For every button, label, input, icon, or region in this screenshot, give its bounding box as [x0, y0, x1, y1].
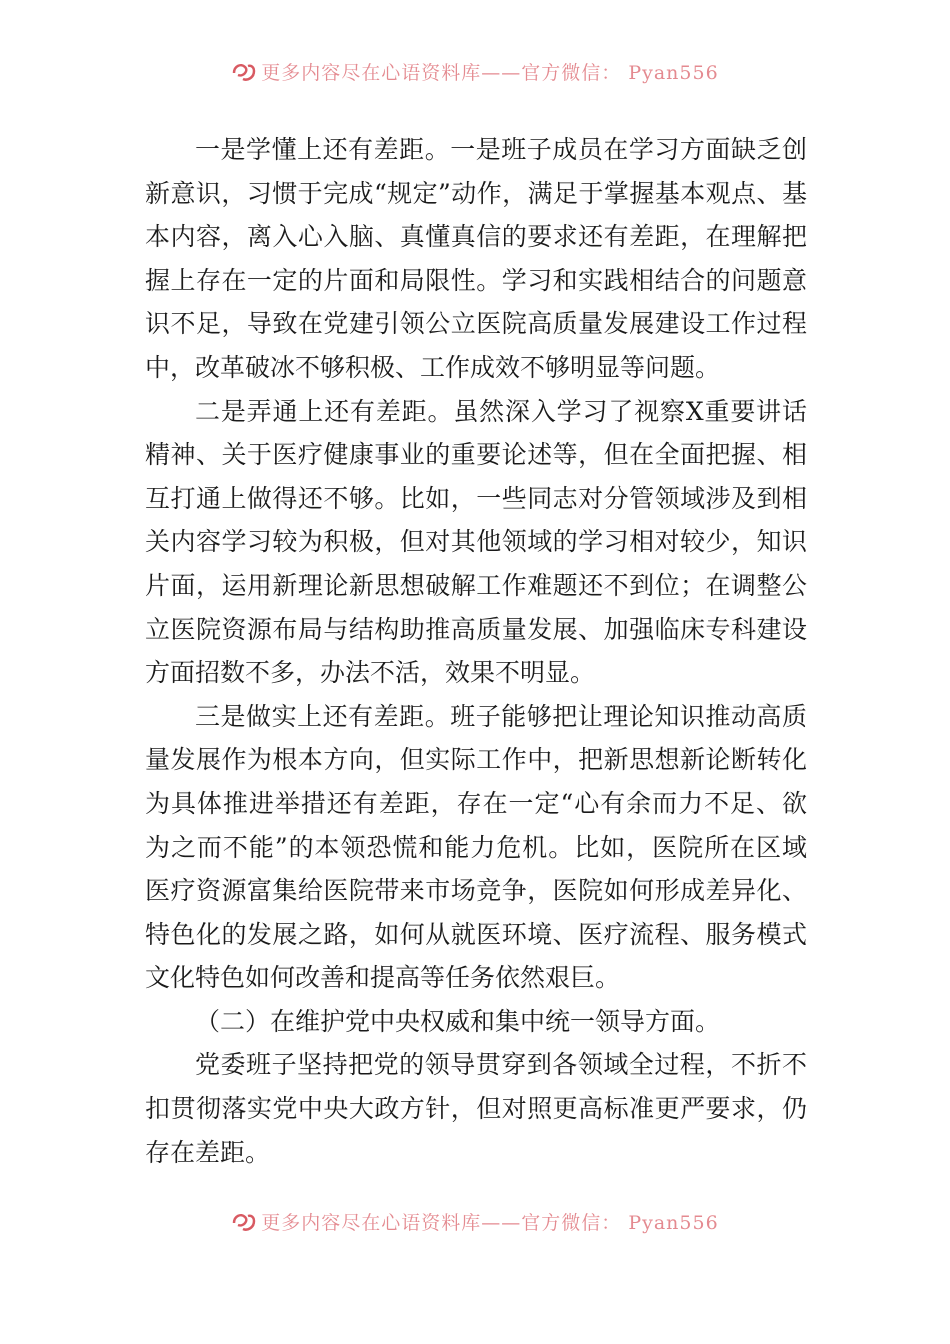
logo-icon [231, 1211, 257, 1233]
paragraph-1: 一是学懂上还有差距。一是班子成员在学习方面缺乏创新意识，习惯于完成“规定”动作，满足于掌握基本观点、基本内容，离入心入脑、真懂真信的要求还有差距，在理解把握上存在一定的片面和局限性。学习和实践相结合的问题意识不足，导致在党建引领公立医院高质量发展建设工作过程中，改革破冰不够积极、工作成效不够明显等问题。 [145, 135, 807, 382]
paragraph-4: 党委班子坚持把党的领导贯穿到各领域全过程，不折不扣贯彻落实党中央大政方针，但对照更高标准更严要求，仍存在差距。 [145, 1050, 807, 1167]
section-heading: （二）在维护党中央权威和集中统一领导方面。 [195, 1006, 721, 1036]
header-watermark [0, 58, 950, 85]
logo-icon [231, 61, 257, 83]
paragraph-2: 二是弄通上还有差距。虽然深入学习了视察X重要讲话精神、关于医疗健康事业的重要论述等，但在全面把握、相互打通上做得还不够。比如，一些同志对分管领域涉及到相关内容学习较为积极，但对其他领域的学习相对较少，知识片面，运用新理论新思想破解工作难题还不到位；在调整公立医院资源布局与结构助推高质量发展、加强临床专科建设方面招数不多，办法不活，效果不明显。 [145, 396, 807, 688]
paragraph-3: 三是做实上还有差距。班子能够把让理论知识推动高质量发展作为根本方向，但实际工作中，把新思想新论断转化为具体推进举措还有差距，存在一定“心有余而力不足、欲为之而不能”的本领恐慌和能力危机。比如，医院所在区域医疗资源富集给医院带来市场竞争，医院如何形成差异化、特色化的发展之路，如何从就医环境、医疗流程、服务模式文化特色如何改善和提高等任务依然艰巨。 [145, 701, 807, 993]
watermark-text: 更多内容尽在心语资料库——官方微信： Pyan556 [261, 1212, 719, 1234]
document-body [145, 128, 807, 1174]
footer-watermark [0, 1208, 950, 1235]
watermark-text: 更多内容尽在心语资料库——官方微信： Pyan556 [261, 62, 719, 84]
